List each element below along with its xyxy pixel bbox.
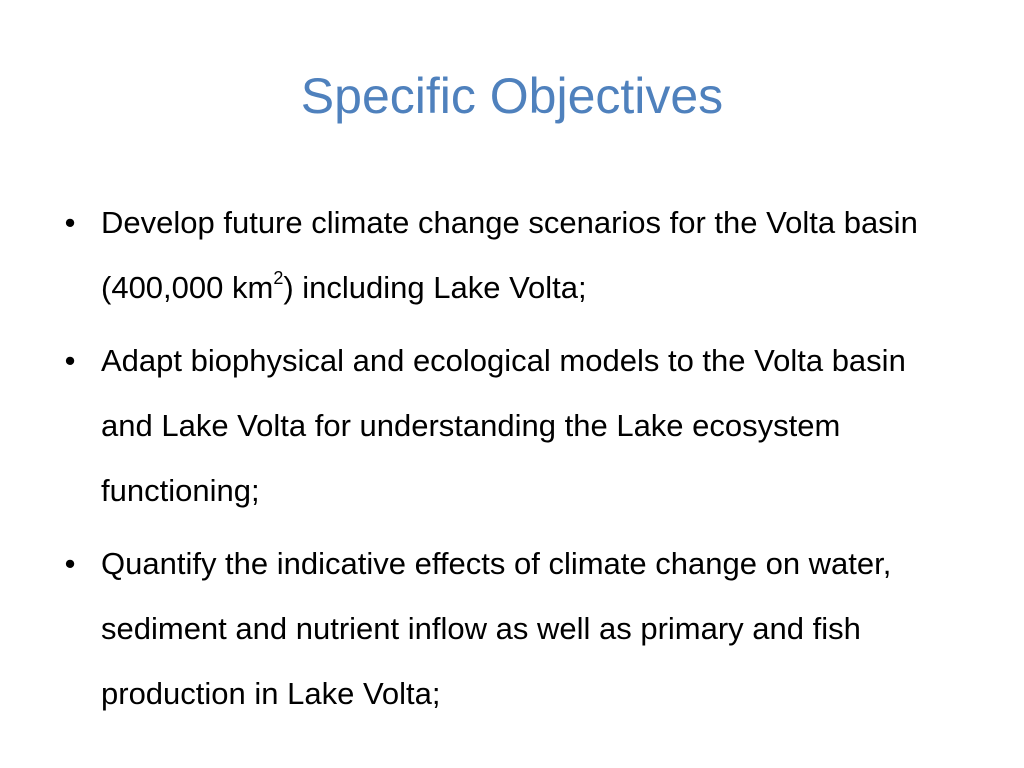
bullet-text-1-superscript: 2 [273,267,284,288]
bullet-list [60,190,960,734]
slide-title: Specific Objectives [300,68,724,124]
bullet-item-1 [60,190,960,320]
bullet-text-1-end: ) including Lake Volta; [283,270,587,305]
bullet-text-2: Adapt biophysical and ecological models to the Volta basin and Lake Volta for understanding the Lake ecosystem functioning; [101,343,906,508]
bullet-item-3 [60,531,960,726]
bullet-text-3: Quantify the indicative effects of climate change on water, sediment and nutrient inflow as well as primary and fish production in Lake Volta; [101,546,892,711]
bullet-dot-icon: • [64,546,76,581]
bullet-dot-icon: • [64,343,76,378]
bullet-item-2 [60,328,960,523]
bullet-dot-icon: • [64,205,76,240]
bullet-text-1-start: Develop future climate change scenarios for the Volta basin (400,000 km [101,205,918,305]
